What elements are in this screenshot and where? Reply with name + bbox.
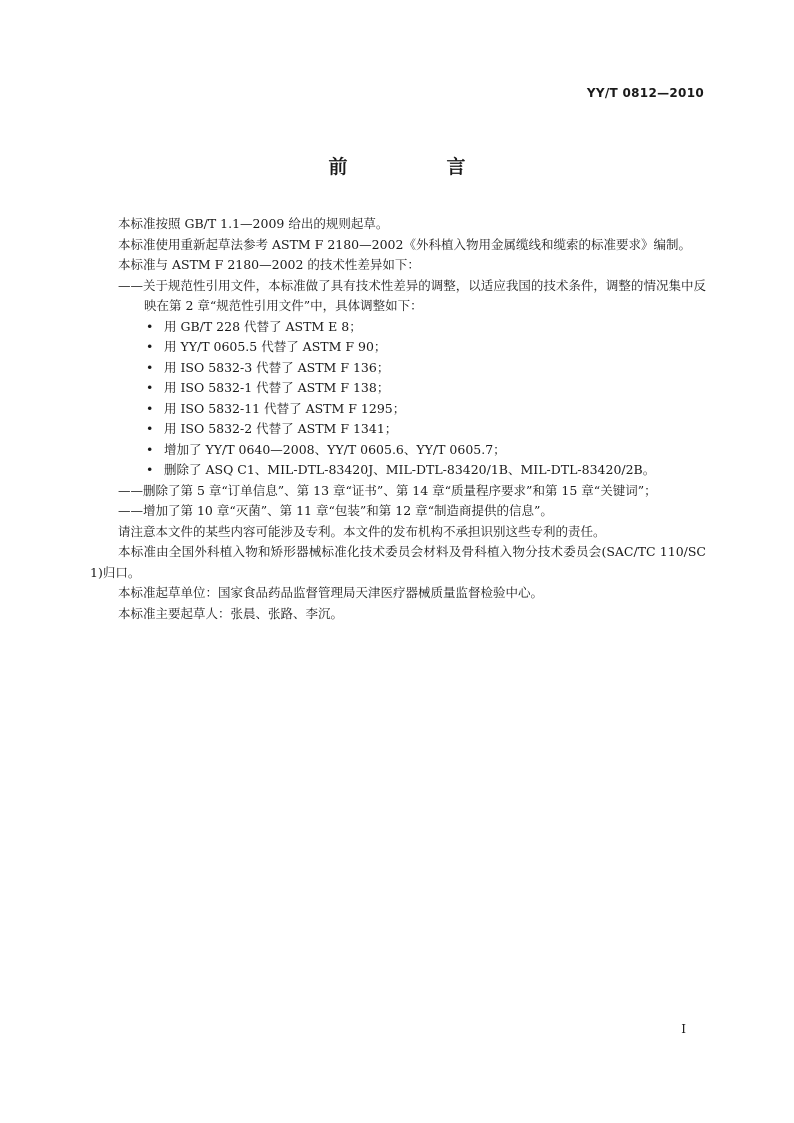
list-item-text: 用 ISO 5832-3 代替了 ASTM F 136； (164, 359, 390, 375)
bullet-icon: • (146, 380, 154, 395)
list-item (90, 317, 706, 338)
paragraph-patent-notice: 请注意本文件的某些内容可能涉及专利。本文件的发布机构不承担识别这些专利的责任。 (118, 523, 606, 539)
paragraph-drafting-rules: 本标准按照 GB/T 1.1—2009 给出的规则起草。 (118, 216, 389, 231)
bullet-icon: • (146, 400, 154, 416)
page-title: 前 言 (328, 156, 506, 178)
bullet-icon: • (146, 462, 154, 477)
list-item-text: 用 ISO 5832-2 代替了 ASTM F 1341； (164, 421, 398, 436)
paragraph-differences-intro: 本标准与 ASTM F 2180—2002 的技术性差异如下： (118, 257, 420, 272)
dash-item-deleted-chapters: ——删除了第 5 章“订单信息”、第 13 章“证书”、第 14 章“质量程序要求”和第 15 章“关键词”； (118, 482, 657, 498)
bullet-icon: • (146, 359, 154, 375)
document-body (90, 214, 706, 624)
list-item (90, 337, 706, 358)
bullet-icon: • (146, 318, 154, 334)
paragraph-drafters: 本标准主要起草人：张晨、张路、李沉。 (118, 605, 344, 621)
paragraph-reference-method: 本标准使用重新起草法参考 ASTM F 2180—2002《外科植入物用金属缆线和缆索的标准要求》编制。 (118, 236, 691, 252)
paragraph-committee: 本标准由全国外科植入物和矫形器械标准化技术委员会材料及骨科植入物分技术委员会(SAC/TC 110/SC 1)归口。 (90, 544, 706, 580)
list-item (90, 378, 706, 399)
bullet-list-adjustments (90, 317, 706, 481)
paragraph-drafting-unit: 本标准起草单位：国家食品药品监督管理局天津医疗器械质量监督检验中心。 (118, 585, 544, 600)
list-item (90, 358, 706, 379)
list-item-text: 用 ISO 5832-11 代替了 ASTM F 1295； (164, 400, 406, 416)
list-item (90, 419, 706, 440)
dash-item-normative-references: ——关于规范性引用文件，本标准做了具有技术性差异的调整，以适应我国的技术条件，调整的情况集中反映在第 2 章“规范性引用文件”中，具体调整如下： (118, 277, 706, 313)
page-number: I (681, 1022, 686, 1036)
list-item (90, 460, 706, 481)
list-item (90, 399, 706, 420)
bullet-icon: • (146, 421, 154, 436)
list-item-text: 用 GB/T 228 代替了 ASTM E 8； (164, 318, 362, 334)
list-item-text: 删除了 ASQ C1、MIL-DTL-83420J、MIL-DTL-83420/1B、MIL-DTL-83420/2B。 (164, 462, 656, 477)
list-item-text: 用 YY/T 0605.5 代替了 ASTM F 90； (164, 339, 387, 354)
list-item-text: 增加了 YY/T 0640—2008、YY/T 0605.6、YY/T 0605.7； (164, 441, 506, 457)
list-item-text: 用 ISO 5832-1 代替了 ASTM F 138； (164, 380, 390, 395)
standard-code: YY/T 0812—2010 (586, 86, 704, 100)
bullet-icon: • (146, 441, 154, 457)
list-item (90, 440, 706, 461)
dash-item-added-chapters: ——增加了第 10 章“灭菌”、第 11 章“包装”和第 12 章“制造商提供的信息”。 (118, 503, 553, 518)
bullet-icon: • (146, 339, 154, 354)
